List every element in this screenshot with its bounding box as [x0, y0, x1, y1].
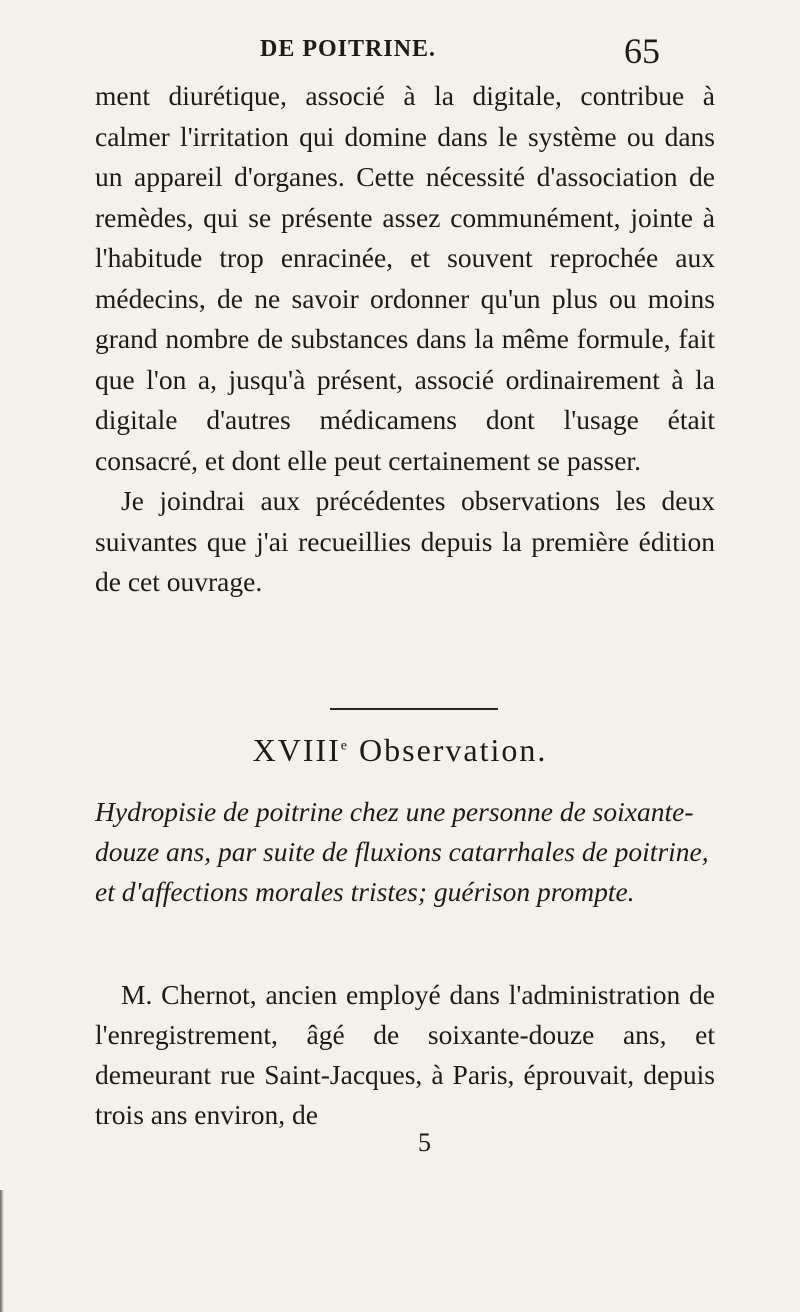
page-header: [180, 30, 660, 70]
observation-subtitle: Hydropisie de poitrine chez une personne de soixante-douze ans, par suite de fluxions catarrhales de poitrine, et d'affections morales tristes; guérison prompte.: [95, 796, 709, 907]
page-edge-shadow: [0, 1190, 4, 1312]
page-number: 65: [624, 31, 660, 71]
observation-label: Observation.: [359, 732, 548, 768]
body-text: [95, 76, 715, 603]
observation-number-suffix: e: [340, 738, 349, 754]
case-text: [95, 975, 715, 1135]
section-divider: [330, 708, 498, 710]
running-title: DE POITRINE.: [260, 36, 437, 62]
observation-number: XVIII: [252, 732, 341, 768]
paragraph-1: ment diurétique, associé à la digitale, contribue à calmer l'irritation qui domine dans le système ou dans un appareil d'organes. Cette nécessité d'association de remèdes, qui se présente assez communément, jointe à l'habitude trop enracinée, et souvent reprochée aux médecins, de ne savoir ordonner qu'un plus ou moins grand nombre de substances dans la même formule, fait que l'on a, jusqu'à présent, associé ordinairement à la digitale d'autres médicamens dont l'usage était consacré, et dont elle peut certainement se passer.: [95, 80, 715, 476]
paragraph-2: Je joindrai aux précédentes observations les deux suivantes que j'ai recueillies depuis la première édition de cet ouvrage.: [95, 485, 715, 597]
case-paragraph: M. Chernot, ancien employé dans l'administration de l'enregistrement, âgé de soixante-douze ans, et demeurant rue Saint-Jacques, à Paris, éprouvait, depuis trois ans environ, de: [95, 979, 715, 1130]
observation-heading: [100, 732, 700, 769]
signature-mark: 5: [418, 1128, 431, 1157]
